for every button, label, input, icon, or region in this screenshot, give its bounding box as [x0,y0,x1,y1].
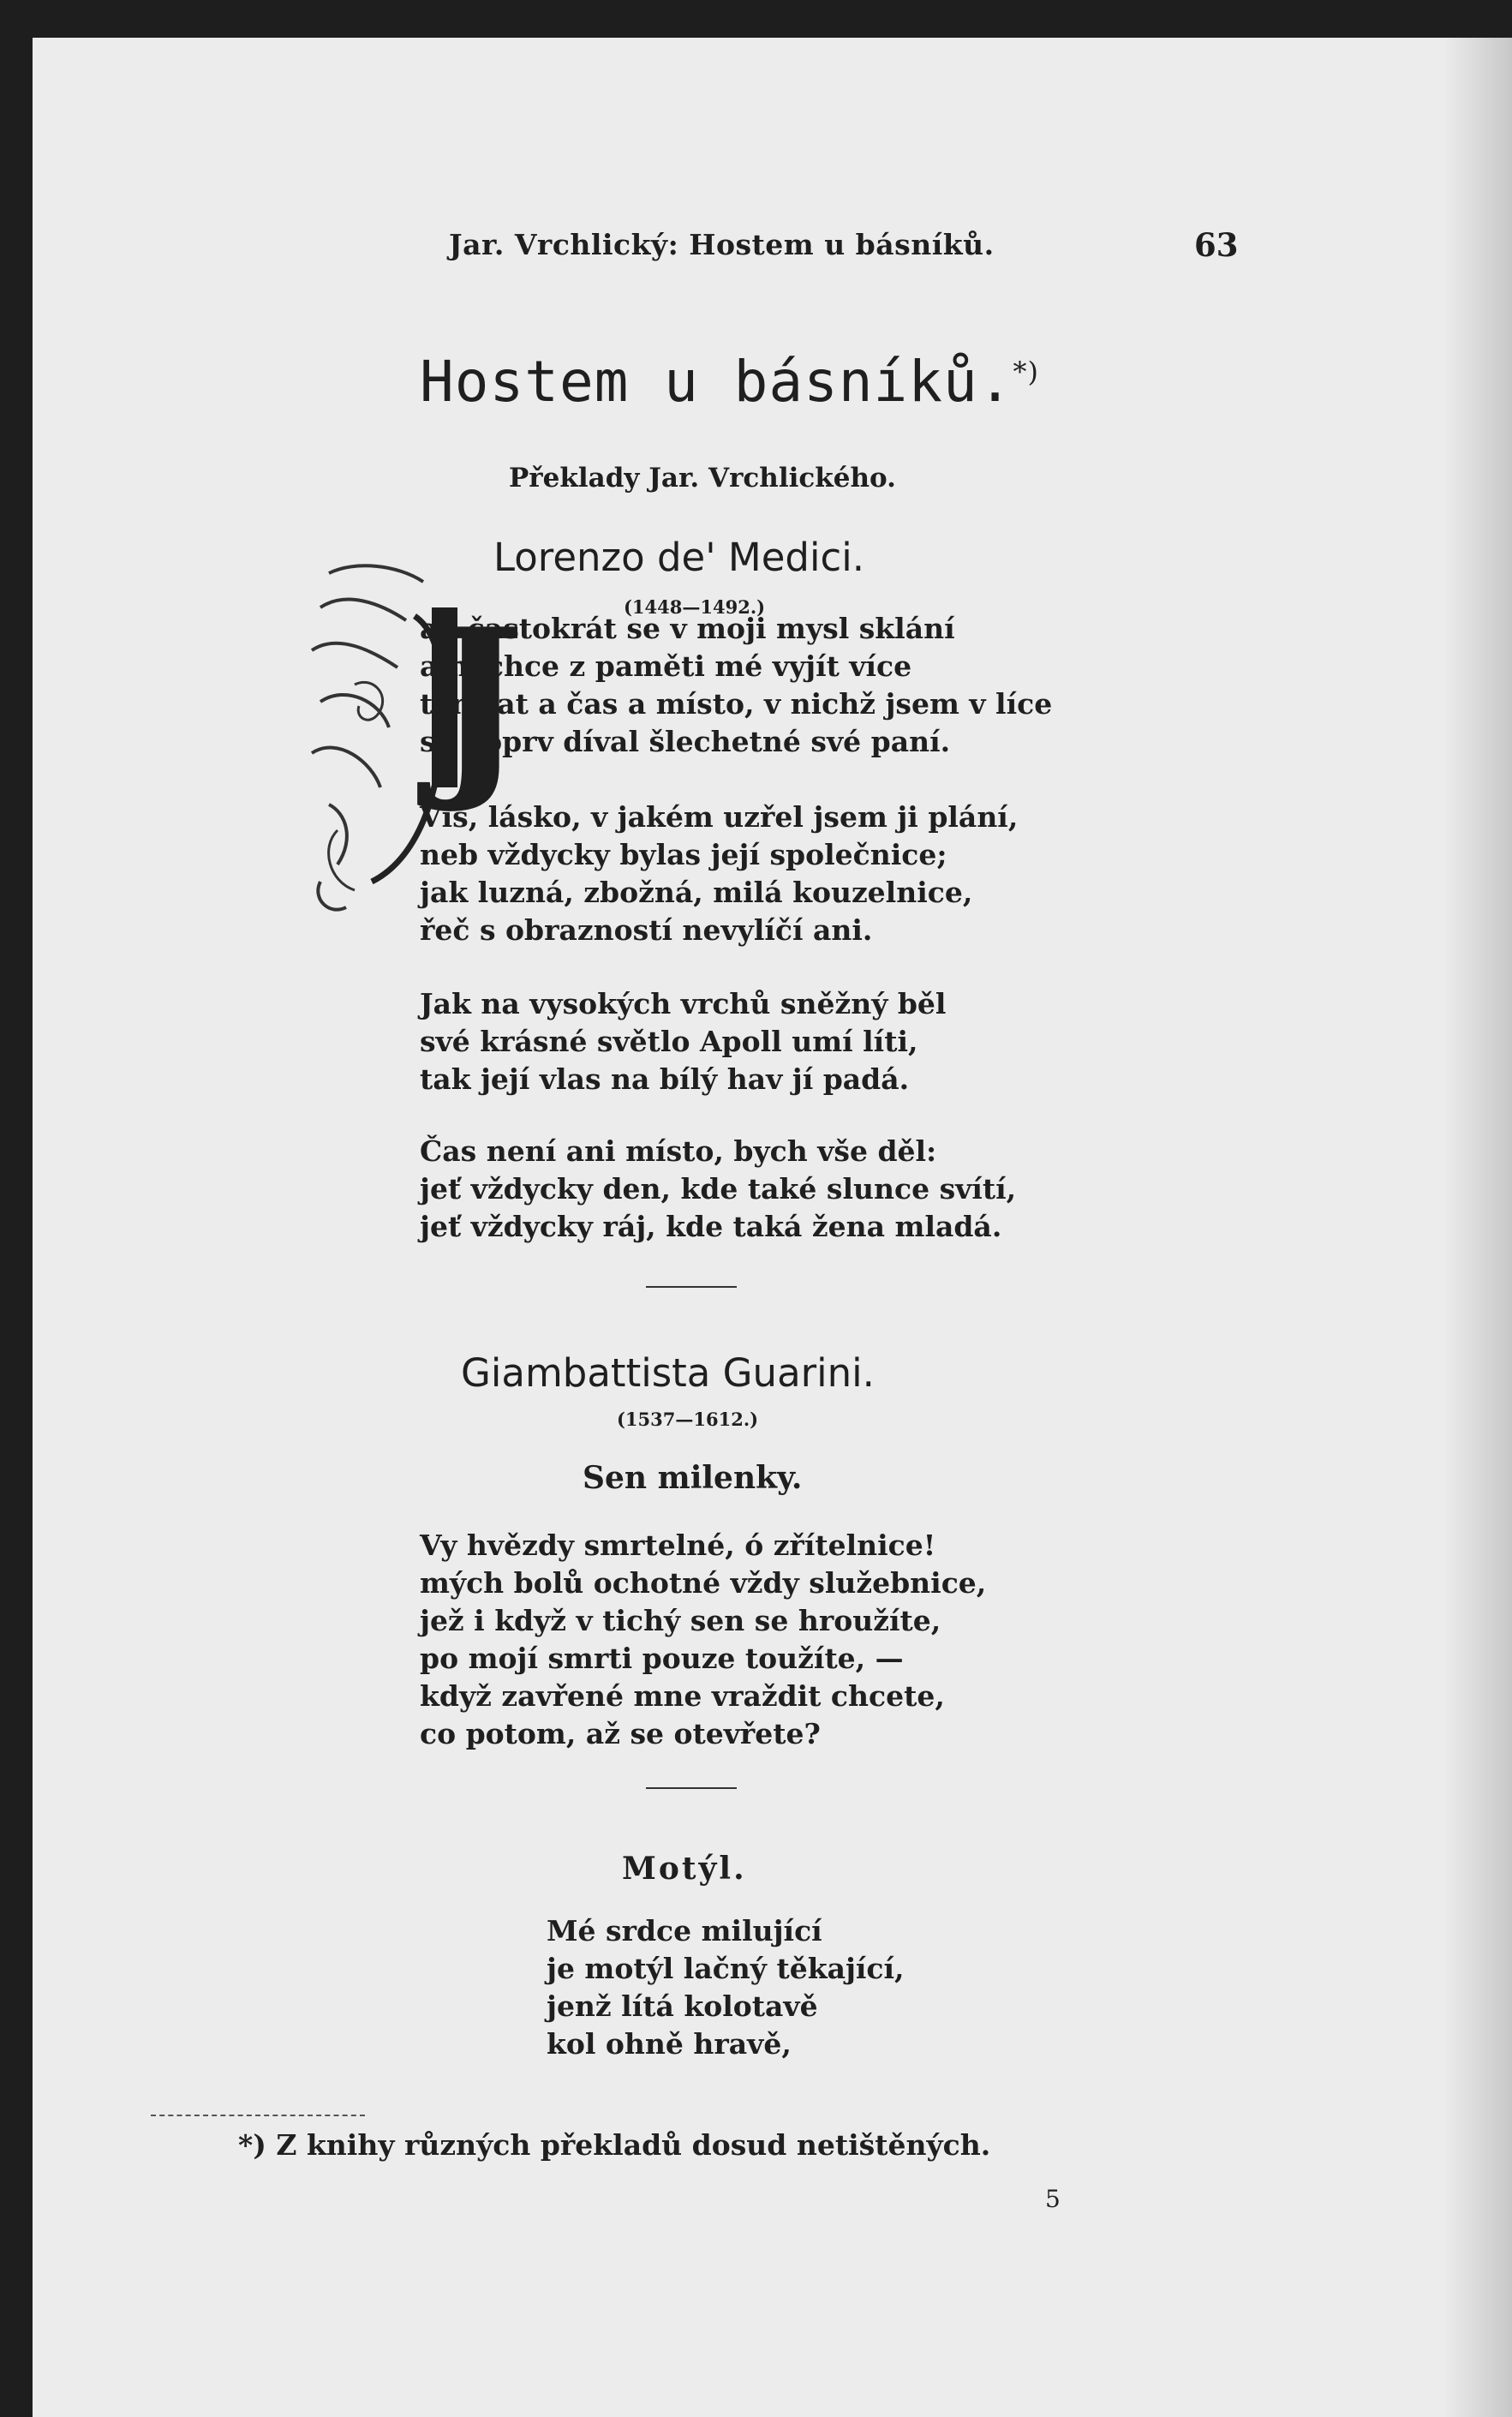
poem-title-motyl: Motýl. [622,1851,747,1887]
stanza-4: Čas není ani místo, bych vše děl: jeť vždycky den, kde také slunce svítí, jeť vždycky ráj, kde taká žena mladá. [420,1134,1017,1243]
footnote: *) Z knihy různých překladů dosud netištěných. [238,2128,991,2162]
dates-medici: (1448—1492.) [624,596,766,618]
stanza-motyl: Mé srdce milující je motýl lačný těkající, jenž lítá kolotavě kol ohně hravě, [547,1914,905,2061]
footnote-rule [151,2115,365,2117]
section-divider [646,1286,737,1288]
poem-title-sen-milenky: Sen milenky. [583,1460,803,1496]
title-text: Hostem u básníků. [420,349,1013,415]
page-title [420,349,1039,415]
page-number: 63 [1194,226,1239,264]
stanza-sen-milenky: Vy hvězdy smrtelné, ó zřítelnice! mých bolů ochotné vždy služebnice, jež i když v tichý sen se hroužíte, po mojí smrti pouze toužíte, — když zavřené mne vraždit chcete, co potom, až se otevřete? [420,1529,987,1750]
running-header: Jar. Vrchlický: Hostem u básníků. [449,228,995,261]
title-footnote-mark: *) [1013,356,1039,388]
stanza-1: ak častokrát se v moji mysl sklání a nechce z paměti mé vyjít více ten šat a čas a místo, v nichž jsem v líce se poprv díval šlechetné své paní. [420,612,1053,758]
signature-mark: 5 [1045,2185,1061,2213]
subtitle: Překlady Jar. Vrchlického. [509,463,896,494]
dates-guarini: (1537—1612.) [617,1409,759,1430]
dropcap-letter: J [432,586,525,817]
author-heading-medici: Lorenzo de' Medici. [493,535,865,580]
stanza-3: Jak na vysokých vrchů sněžný běl své krásné světlo Apoll umí líti, tak její vlas na bílý hav jí padá. [420,987,947,1096]
book-page [33,38,1512,2417]
stanza-2: Víš, lásko, v jakém uzřel jsem ji plání, neb vždycky bylas její společnice; jak luzná, zbožná, milá kouzelnice, řeč s obrazností nevylíčí ani. [420,800,1019,947]
author-heading-guarini: Giambattista Guarini. [461,1350,875,1396]
section-divider [646,1787,737,1789]
